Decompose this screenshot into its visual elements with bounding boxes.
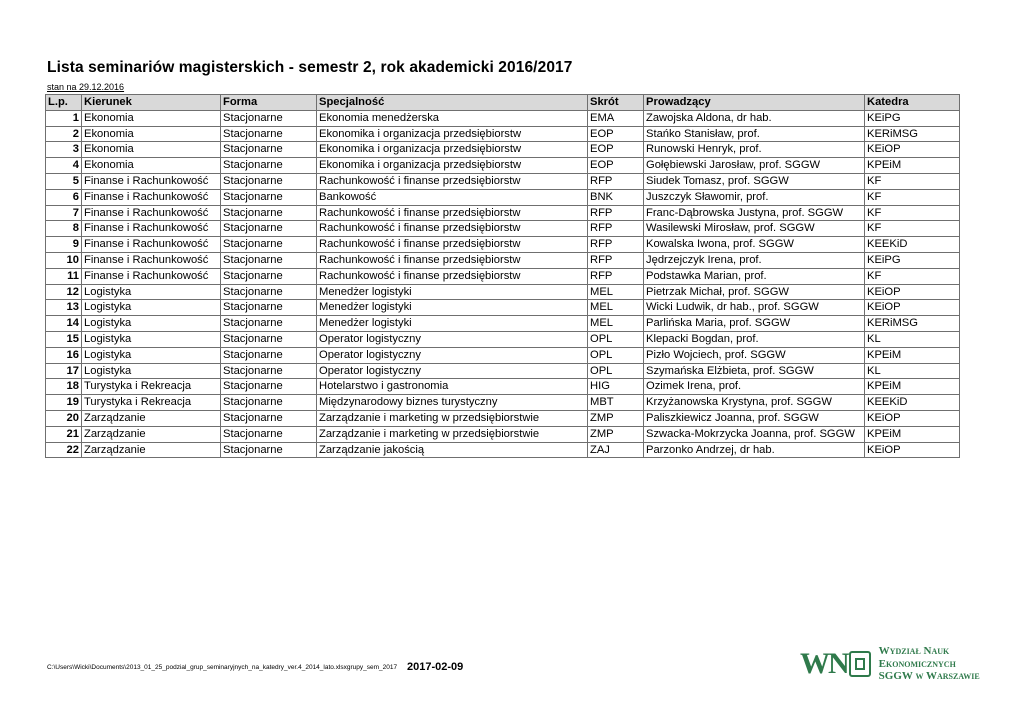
cell-forma: Stacjonarne [221,316,317,332]
cell-prowadzacy: Parzonko Andrzej, dr hab. [644,442,865,458]
cell-forma: Stacjonarne [221,363,317,379]
cell-skrot: RFP [588,205,644,221]
cell-lp: 20 [46,410,82,426]
cell-forma: Stacjonarne [221,379,317,395]
cell-skrot: EMA [588,110,644,126]
faculty-logo [800,644,985,684]
cell-kierunek: Turystyka i Rekreacja [82,379,221,395]
column-header-katedra: Katedra [865,95,960,111]
table-row [46,173,960,189]
cell-prowadzacy: Klepacki Bogdan, prof. [644,331,865,347]
cell-skrot: OPL [588,363,644,379]
cell-skrot: RFP [588,268,644,284]
cell-forma: Stacjonarne [221,221,317,237]
cell-specjalnosc: Menedżer logistyki [317,300,588,316]
cell-katedra: KF [865,173,960,189]
cell-lp: 14 [46,316,82,332]
cell-forma: Stacjonarne [221,284,317,300]
cell-skrot: MEL [588,300,644,316]
cell-skrot: BNK [588,189,644,205]
file-path: C:\Users\Wicki\Documents\2013_01_25_podzial_grup_seminaryjnych_na_katedry_ver.4_2014_lato.xlsxgrupy_sem_2017 [47,664,398,671]
cell-forma: Stacjonarne [221,410,317,426]
cell-katedra: KEiPG [865,110,960,126]
cell-prowadzacy: Ozimek Irena, prof. [644,379,865,395]
cell-skrot: RFP [588,237,644,253]
column-header-forma: Forma [221,95,317,111]
cell-lp: 5 [46,173,82,189]
cell-skrot: ZMP [588,426,644,442]
cell-katedra: KPEiM [865,426,960,442]
cell-skrot: ZMP [588,410,644,426]
cell-prowadzacy: Runowski Henryk, prof. [644,142,865,158]
cell-forma: Stacjonarne [221,395,317,411]
cell-katedra: KEiOP [865,142,960,158]
cell-katedra: KEiPG [865,252,960,268]
cell-skrot: RFP [588,221,644,237]
cell-prowadzacy: Franc-Dąbrowska Justyna, prof. SGGW [644,205,865,221]
column-header-lp: L.p. [46,95,82,111]
cell-specjalnosc: Menedżer logistyki [317,316,588,332]
cell-skrot: HIG [588,379,644,395]
cell-kierunek: Zarządzanie [82,410,221,426]
cell-kierunek: Finanse i Rachunkowość [82,221,221,237]
cell-specjalnosc: Rachunkowość i finanse przedsiębiorstw [317,173,588,189]
cell-kierunek: Zarządzanie [82,442,221,458]
cell-skrot: MEL [588,284,644,300]
table-row [46,300,960,316]
cell-katedra: KEEKiD [865,237,960,253]
table-row [46,221,960,237]
cell-prowadzacy: Parlińska Maria, prof. SGGW [644,316,865,332]
column-header-prowadzacy: Prowadzący [644,95,865,111]
table-row [46,110,960,126]
cell-forma: Stacjonarne [221,142,317,158]
as-of-date: stan na 29.12.2016 [47,82,125,92]
cell-prowadzacy: Krzyżanowska Krystyna, prof. SGGW [644,395,865,411]
cell-kierunek: Logistyka [82,331,221,347]
cell-prowadzacy: Podstawka Marian, prof. [644,268,865,284]
cell-skrot: OPL [588,347,644,363]
cell-forma: Stacjonarne [221,331,317,347]
cell-prowadzacy: Kowalska Iwona, prof. SGGW [644,237,865,253]
cell-katedra: KEiOP [865,284,960,300]
table-row [46,205,960,221]
cell-lp: 4 [46,158,82,174]
cell-katedra: KERiMSG [865,126,960,142]
document-title: Lista seminariów magisterskich - semestr 2, rok akademicki 2016/2017 [47,59,573,76]
table-row [46,347,960,363]
cell-kierunek: Finanse i Rachunkowość [82,189,221,205]
cell-kierunek: Logistyka [82,316,221,332]
cell-skrot: MEL [588,316,644,332]
cell-katedra: KF [865,189,960,205]
cell-specjalnosc: Zarządzanie i marketing w przedsiębiorstwie [317,426,588,442]
cell-lp: 7 [46,205,82,221]
cell-forma: Stacjonarne [221,158,317,174]
table-row [46,331,960,347]
cell-kierunek: Ekonomia [82,126,221,142]
cell-prowadzacy: Siudek Tomasz, prof. SGGW [644,173,865,189]
column-header-specjalnosc: Specjalność [317,95,588,111]
cell-kierunek: Zarządzanie [82,426,221,442]
table-body [46,110,960,458]
cell-prowadzacy: Jędrzejczyk Irena, prof. [644,252,865,268]
cell-specjalnosc: Ekonomia menedżerska [317,110,588,126]
cell-kierunek: Ekonomia [82,110,221,126]
cell-lp: 11 [46,268,82,284]
cell-skrot: OPL [588,331,644,347]
cell-skrot: MBT [588,395,644,411]
cell-specjalnosc: Hotelarstwo i gastronomia [317,379,588,395]
cell-specjalnosc: Międzynarodowy biznes turystyczny [317,395,588,411]
cell-skrot: EOP [588,158,644,174]
table-row [46,363,960,379]
cell-kierunek: Logistyka [82,284,221,300]
cell-katedra: KEiOP [865,442,960,458]
cell-prowadzacy: Zawojska Aldona, dr hab. [644,110,865,126]
cell-katedra: KF [865,268,960,284]
logo-line-3: SGGW w Warszawie [878,670,980,683]
cell-specjalnosc: Rachunkowość i finanse przedsiębiorstw [317,252,588,268]
cell-lp: 1 [46,110,82,126]
cell-prowadzacy: Szymańska Elżbieta, prof. SGGW [644,363,865,379]
cell-lp: 10 [46,252,82,268]
table-row [46,442,960,458]
cell-lp: 16 [46,347,82,363]
cell-specjalnosc: Operator logistyczny [317,347,588,363]
logo-line-1: Wydział Nauk [878,645,950,658]
cell-forma: Stacjonarne [221,300,317,316]
table-row [46,284,960,300]
logo-mark [800,647,871,681]
cell-lp: 19 [46,395,82,411]
cell-forma: Stacjonarne [221,237,317,253]
cell-lp: 8 [46,221,82,237]
cell-prowadzacy: Wicki Ludwik, dr hab., prof. SGGW [644,300,865,316]
cell-skrot: EOP [588,126,644,142]
cell-lp: 9 [46,237,82,253]
cell-katedra: KF [865,205,960,221]
cell-specjalnosc: Ekonomika i organizacja przedsiębiorstw [317,142,588,158]
cell-specjalnosc: Rachunkowość i finanse przedsiębiorstw [317,268,588,284]
cell-forma: Stacjonarne [221,173,317,189]
table-row [46,189,960,205]
cell-forma: Stacjonarne [221,347,317,363]
cell-katedra: KPEiM [865,158,960,174]
cell-forma: Stacjonarne [221,252,317,268]
cell-lp: 12 [46,284,82,300]
logo-emblem-icon [849,651,871,677]
cell-katedra: KEiOP [865,300,960,316]
cell-specjalnosc: Rachunkowość i finanse przedsiębiorstw [317,221,588,237]
cell-lp: 17 [46,363,82,379]
cell-lp: 6 [46,189,82,205]
table-header-row [46,95,960,111]
cell-katedra: KPEiM [865,379,960,395]
cell-prowadzacy: Stańko Stanisław, prof. [644,126,865,142]
cell-prowadzacy: Wasilewski Mirosław, prof. SGGW [644,221,865,237]
cell-specjalnosc: Bankowość [317,189,588,205]
cell-kierunek: Finanse i Rachunkowość [82,173,221,189]
cell-specjalnosc: Rachunkowość i finanse przedsiębiorstw [317,237,588,253]
table-row [46,410,960,426]
cell-specjalnosc: Rachunkowość i finanse przedsiębiorstw [317,205,588,221]
cell-prowadzacy: Pietrzak Michał, prof. SGGW [644,284,865,300]
cell-forma: Stacjonarne [221,126,317,142]
cell-lp: 18 [46,379,82,395]
cell-kierunek: Ekonomia [82,142,221,158]
table-row [46,158,960,174]
cell-kierunek: Logistyka [82,300,221,316]
cell-lp: 22 [46,442,82,458]
table-row [46,426,960,442]
cell-forma: Stacjonarne [221,189,317,205]
cell-forma: Stacjonarne [221,442,317,458]
cell-katedra: KEEKiD [865,395,960,411]
cell-specjalnosc: Operator logistyczny [317,331,588,347]
cell-specjalnosc: Menedżer logistyki [317,284,588,300]
cell-katedra: KF [865,221,960,237]
cell-prowadzacy: Juszczyk Sławomir, prof. [644,189,865,205]
cell-katedra: KL [865,363,960,379]
logo-line-2: Ekonomicznych [878,657,956,670]
print-date: 2017-02-09 [407,661,464,673]
table-row [46,379,960,395]
table-row [46,142,960,158]
cell-skrot: RFP [588,173,644,189]
cell-lp: 3 [46,142,82,158]
cell-kierunek: Finanse i Rachunkowość [82,252,221,268]
table-row [46,395,960,411]
table-row [46,237,960,253]
cell-prowadzacy: Pizło Wojciech, prof. SGGW [644,347,865,363]
cell-kierunek: Logistyka [82,347,221,363]
cell-lp: 21 [46,426,82,442]
cell-lp: 2 [46,126,82,142]
table-row [46,252,960,268]
cell-prowadzacy: Gołębiewski Jarosław, prof. SGGW [644,158,865,174]
cell-skrot: EOP [588,142,644,158]
cell-lp: 13 [46,300,82,316]
cell-kierunek: Turystyka i Rekreacja [82,395,221,411]
cell-katedra: KEiOP [865,410,960,426]
cell-forma: Stacjonarne [221,110,317,126]
table-row [46,126,960,142]
table-row [46,268,960,284]
cell-prowadzacy: Szwacka-Mokrzycka Joanna, prof. SGGW [644,426,865,442]
cell-kierunek: Logistyka [82,363,221,379]
logo-text [879,645,980,683]
cell-skrot: ZAJ [588,442,644,458]
cell-kierunek: Finanse i Rachunkowość [82,268,221,284]
column-header-kierunek: Kierunek [82,95,221,111]
seminar-table [45,94,960,458]
cell-katedra: KL [865,331,960,347]
cell-kierunek: Ekonomia [82,158,221,174]
cell-katedra: KPEiM [865,347,960,363]
cell-specjalnosc: Operator logistyczny [317,363,588,379]
table-row [46,316,960,332]
cell-forma: Stacjonarne [221,268,317,284]
cell-skrot: RFP [588,252,644,268]
cell-specjalnosc: Ekonomika i organizacja przedsiębiorstw [317,126,588,142]
column-header-skrot: Skrót [588,95,644,111]
logo-mark-text: WN [800,647,848,680]
cell-katedra: KERiMSG [865,316,960,332]
cell-kierunek: Finanse i Rachunkowość [82,205,221,221]
cell-specjalnosc: Zarządzanie jakością [317,442,588,458]
cell-forma: Stacjonarne [221,426,317,442]
cell-lp: 15 [46,331,82,347]
cell-prowadzacy: Paliszkiewicz Joanna, prof. SGGW [644,410,865,426]
cell-specjalnosc: Ekonomika i organizacja przedsiębiorstw [317,158,588,174]
cell-forma: Stacjonarne [221,205,317,221]
cell-specjalnosc: Zarządzanie i marketing w przedsiębiorstwie [317,410,588,426]
cell-kierunek: Finanse i Rachunkowość [82,237,221,253]
